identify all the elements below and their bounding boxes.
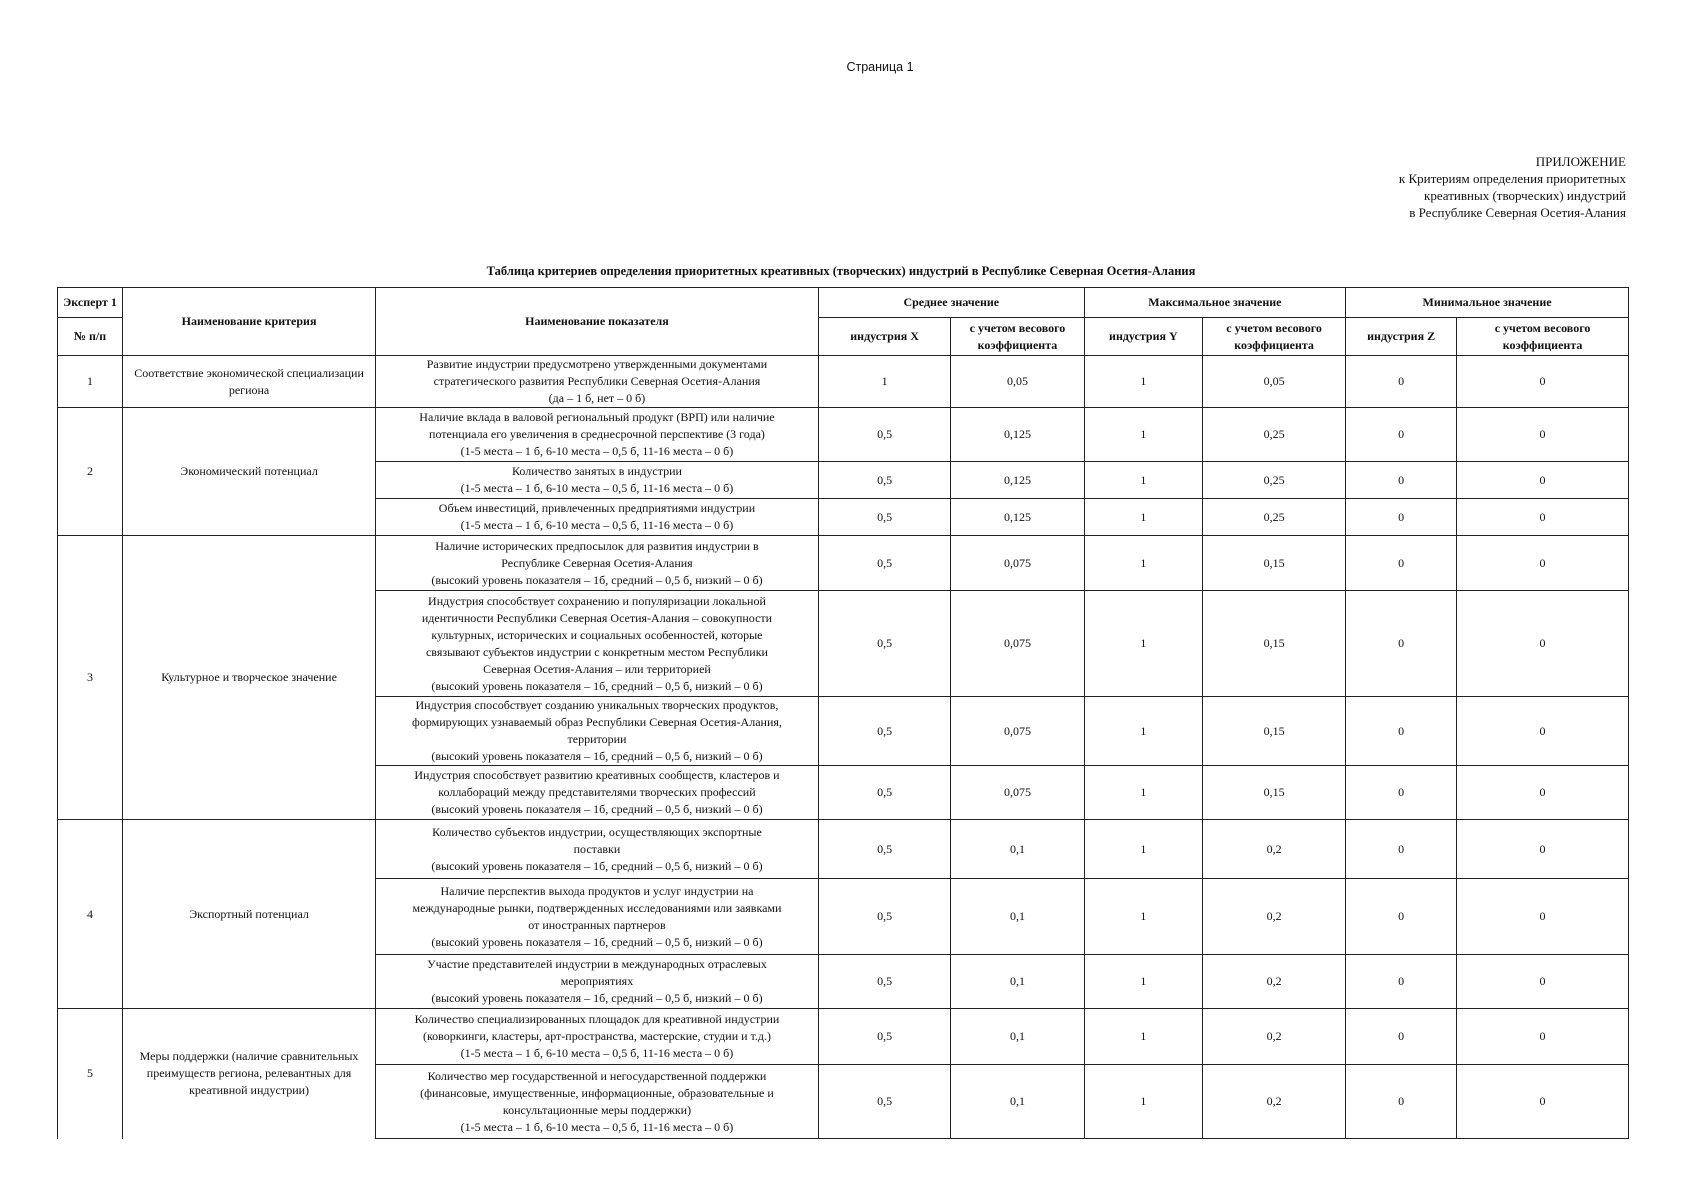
value-cell: 1 bbox=[1084, 1065, 1202, 1139]
value-cell: 0,15 bbox=[1203, 697, 1346, 766]
value-cell: 0,25 bbox=[1203, 408, 1346, 462]
table-row bbox=[58, 820, 1629, 879]
indicator-text: Участие представителей индустрии в международных отраслевых мероприятиях (высокий уровень показателя – 1б, средний – 0,5 б, низкий – 0 б) bbox=[376, 955, 819, 1009]
indicator-text: Наличие исторических предпосылок для развития индустрии в Республике Северная Осетия-Алания (высокий уровень показателя – 1б, средний – 0,5 б, низкий – 0 б) bbox=[376, 536, 819, 591]
value-cell: 0,2 bbox=[1203, 1009, 1346, 1065]
header-maximum: Максимальное значение bbox=[1084, 288, 1345, 318]
criterion-number: 2 bbox=[58, 408, 123, 536]
criterion-name: Соответствие экономической специализации региона bbox=[123, 356, 376, 408]
indicator-text: Индустрия способствует созданию уникальных творческих продуктов, формирующих узнаваемый образ Республики Северная Осетия-Алания, территории (высокий уровень показателя – 1б, средний – 0,5 б, низкий – 0 б) bbox=[376, 697, 819, 766]
header-weighted: с учетом весового коэффициента bbox=[951, 318, 1084, 356]
value-cell: 0 bbox=[1457, 356, 1629, 408]
value-cell: 0 bbox=[1346, 955, 1457, 1009]
appendix-line: к Критериям определения приоритетных bbox=[1398, 171, 1626, 186]
value-cell: 0,075 bbox=[951, 766, 1084, 820]
indicator-text: Количество специализированных площадок для креативной индустрии (коворкинги, кластеры, арт-пространства, мастерские, студии и т.д.) (1-5 места – 1 б, 6-10 места – 0,5 б, 11-16 места – 0 б) bbox=[376, 1009, 819, 1065]
value-cell: 0,5 bbox=[818, 955, 950, 1009]
value-cell: 0,125 bbox=[951, 408, 1084, 462]
value-cell: 0,25 bbox=[1203, 462, 1346, 499]
value-cell: 0,15 bbox=[1203, 591, 1346, 697]
header-expert: Эксперт 1 bbox=[58, 288, 123, 318]
table-row bbox=[58, 356, 1629, 408]
value-cell: 0 bbox=[1346, 462, 1457, 499]
value-cell: 0,2 bbox=[1203, 879, 1346, 955]
value-cell: 1 bbox=[1084, 1009, 1202, 1065]
value-cell: 0,1 bbox=[951, 879, 1084, 955]
header-minimum: Минимальное значение bbox=[1346, 288, 1629, 318]
criterion-number: 3 bbox=[58, 536, 123, 820]
value-cell: 0,5 bbox=[818, 1065, 950, 1139]
header-weighted: с учетом весового коэффициента bbox=[1203, 318, 1346, 356]
criterion-name: Меры поддержки (наличие сравнительных преимуществ региона, релевантных для креативной индустрии) bbox=[123, 1009, 376, 1139]
criterion-name: Экономический потенциал bbox=[123, 408, 376, 536]
value-cell: 1 bbox=[1084, 697, 1202, 766]
header-industry-y: индустрия Y bbox=[1084, 318, 1202, 356]
value-cell: 0,5 bbox=[818, 499, 950, 536]
value-cell: 0,125 bbox=[951, 462, 1084, 499]
indicator-text: Количество мер государственной и негосударственной поддержки (финансовые, имущественные, информационные, образовательные и консультационные меры поддержки) (1-5 места – 1 б, 6-10 места – 0,5 б, 11-16 места – 0 б) bbox=[376, 1065, 819, 1139]
value-cell: 1 bbox=[1084, 766, 1202, 820]
value-cell: 0 bbox=[1457, 499, 1629, 536]
header-industry-x: индустрия X bbox=[818, 318, 950, 356]
value-cell: 0,5 bbox=[818, 591, 950, 697]
table-title: Таблица критериев определения приоритетных креативных (творческих) индустрий в Республике Северная Осетия-Алания bbox=[486, 264, 1196, 278]
appendix-line: в Республике Северная Осетия-Алания bbox=[1409, 205, 1626, 220]
value-cell: 0 bbox=[1346, 697, 1457, 766]
page-number: Страница 1 bbox=[846, 60, 914, 74]
value-cell: 0,15 bbox=[1203, 766, 1346, 820]
value-cell: 1 bbox=[1084, 820, 1202, 879]
indicator-text: Объем инвестиций, привлеченных предприятиями индустрии (1-5 места – 1 б, 6-10 места – 0,5 б, 11-16 места – 0 б) bbox=[376, 499, 819, 536]
value-cell: 0,15 bbox=[1203, 536, 1346, 591]
value-cell: 0 bbox=[1457, 591, 1629, 697]
value-cell: 0 bbox=[1346, 536, 1457, 591]
value-cell: 1 bbox=[1084, 879, 1202, 955]
value-cell: 0,5 bbox=[818, 536, 950, 591]
appendix-title: ПРИЛОЖЕНИЕ bbox=[1535, 154, 1626, 169]
value-cell: 1 bbox=[1084, 591, 1202, 697]
value-cell: 0 bbox=[1457, 1009, 1629, 1065]
header-average: Среднее значение bbox=[818, 288, 1084, 318]
table-body bbox=[58, 356, 1629, 1139]
value-cell: 0,5 bbox=[818, 879, 950, 955]
table-row bbox=[58, 1009, 1629, 1065]
appendix-heading bbox=[1399, 153, 1626, 221]
table-row bbox=[58, 408, 1629, 462]
value-cell: 0,5 bbox=[818, 697, 950, 766]
table-row bbox=[58, 536, 1629, 591]
value-cell: 0 bbox=[1457, 462, 1629, 499]
criterion-number: 4 bbox=[58, 820, 123, 1009]
value-cell: 0,5 bbox=[818, 462, 950, 499]
header-criterion: Наименование критерия bbox=[123, 288, 376, 356]
value-cell: 1 bbox=[1084, 408, 1202, 462]
appendix-line: креативных (творческих) индустрий bbox=[1424, 188, 1626, 203]
value-cell: 0,05 bbox=[1203, 356, 1346, 408]
value-cell: 0,05 bbox=[951, 356, 1084, 408]
indicator-text: Количество занятых в индустрии (1-5 места – 1 б, 6-10 места – 0,5 б, 11-16 места – 0 б) bbox=[376, 462, 819, 499]
value-cell: 0,1 bbox=[951, 955, 1084, 1009]
value-cell: 0,075 bbox=[951, 536, 1084, 591]
criteria-table bbox=[57, 287, 1629, 1139]
value-cell: 1 bbox=[818, 356, 950, 408]
value-cell: 0,1 bbox=[951, 1009, 1084, 1065]
value-cell: 0 bbox=[1457, 408, 1629, 462]
value-cell: 0 bbox=[1346, 356, 1457, 408]
value-cell: 0,2 bbox=[1203, 1065, 1346, 1139]
value-cell: 0,2 bbox=[1203, 820, 1346, 879]
indicator-text: Индустрия способствует развитию креативных сообществ, кластеров и коллабораций между представителями творческих профессий (высокий уровень показателя – 1б, средний – 0,5 б, низкий – 0 б) bbox=[376, 766, 819, 820]
criterion-name: Культурное и творческое значение bbox=[123, 536, 376, 820]
value-cell: 0,1 bbox=[951, 820, 1084, 879]
header-industry-z: индустрия Z bbox=[1346, 318, 1457, 356]
value-cell: 0,5 bbox=[818, 820, 950, 879]
header-indicator: Наименование показателя bbox=[376, 288, 819, 356]
value-cell: 0 bbox=[1346, 499, 1457, 536]
header-number: № п/п bbox=[58, 318, 123, 356]
value-cell: 0 bbox=[1457, 955, 1629, 1009]
header-weighted: с учетом весового коэффициента bbox=[1457, 318, 1629, 356]
criterion-name: Экспортный потенциал bbox=[123, 820, 376, 1009]
value-cell: 0 bbox=[1457, 879, 1629, 955]
value-cell: 0,125 bbox=[951, 499, 1084, 536]
indicator-text: Количество субъектов индустрии, осуществляющих экспортные поставки (высокий уровень показателя – 1б, средний – 0,5 б, низкий – 0 б) bbox=[376, 820, 819, 879]
value-cell: 0,5 bbox=[818, 408, 950, 462]
value-cell: 0 bbox=[1457, 766, 1629, 820]
value-cell: 0 bbox=[1346, 766, 1457, 820]
value-cell: 0,5 bbox=[818, 766, 950, 820]
criterion-number: 5 bbox=[58, 1009, 123, 1139]
value-cell: 0 bbox=[1457, 1065, 1629, 1139]
value-cell: 1 bbox=[1084, 955, 1202, 1009]
value-cell: 0 bbox=[1346, 591, 1457, 697]
indicator-text: Индустрия способствует сохранению и популяризации локальной идентичности Республики Северная Осетия-Алания – совокупности культурных, исторических и социальных особенностей, которые связывают субъектов индустрии с конкретным местом Республики Северная Осетия-Алания – или территорией (высокий уровень показателя – 1б, средний – 0,5 б, низкий – 0 б) bbox=[376, 591, 819, 697]
indicator-text: Развитие индустрии предусмотрено утвержденными документами стратегического развития Республики Северная Осетия-Алания (да – 1 б, нет – 0 б) bbox=[376, 356, 819, 408]
indicator-text: Наличие вклада в валовой региональный продукт (ВРП) или наличие потенциала его увеличения в среднесрочной перспективе (3 года) (1-5 места – 1 б, 6-10 места – 0,5 б, 11-16 места – 0 б) bbox=[376, 408, 819, 462]
value-cell: 0,075 bbox=[951, 591, 1084, 697]
value-cell: 0 bbox=[1346, 820, 1457, 879]
value-cell: 0 bbox=[1346, 1009, 1457, 1065]
value-cell: 0,075 bbox=[951, 697, 1084, 766]
value-cell: 0 bbox=[1346, 879, 1457, 955]
indicator-text: Наличие перспектив выхода продуктов и услуг индустрии на международные рынки, подтвержденных исследованиями или заявками от иностранных партнеров (высокий уровень показателя – 1б, средний – 0,5 б, низкий – 0 б) bbox=[376, 879, 819, 955]
value-cell: 1 bbox=[1084, 462, 1202, 499]
value-cell: 0 bbox=[1457, 820, 1629, 879]
value-cell: 0,2 bbox=[1203, 955, 1346, 1009]
value-cell: 0,1 bbox=[951, 1065, 1084, 1139]
criterion-number: 1 bbox=[58, 356, 123, 408]
value-cell: 1 bbox=[1084, 536, 1202, 591]
value-cell: 0 bbox=[1457, 697, 1629, 766]
value-cell: 1 bbox=[1084, 499, 1202, 536]
value-cell: 0 bbox=[1346, 408, 1457, 462]
value-cell: 1 bbox=[1084, 356, 1202, 408]
value-cell: 0 bbox=[1457, 536, 1629, 591]
value-cell: 0 bbox=[1346, 1065, 1457, 1139]
value-cell: 0,25 bbox=[1203, 499, 1346, 536]
value-cell: 0,5 bbox=[818, 1009, 950, 1065]
